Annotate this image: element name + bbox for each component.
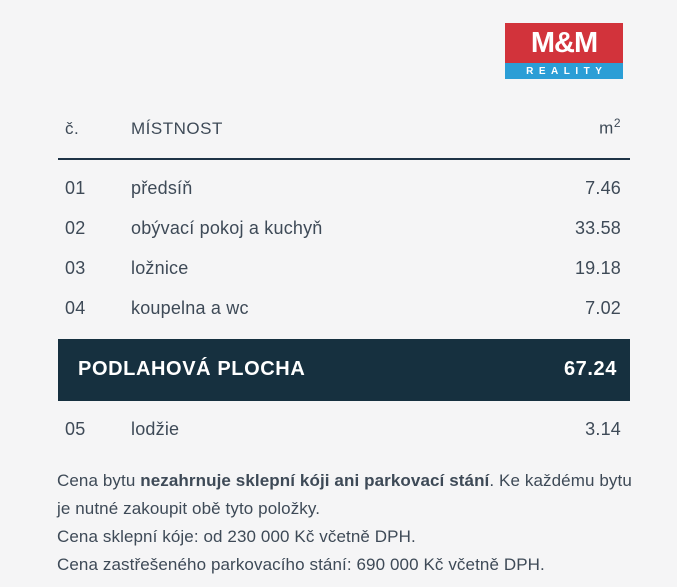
floor-area-summary-band (58, 339, 630, 401)
table-row (58, 209, 630, 249)
note-bold-exclusion: nezahrnuje sklepní kóji ani parkovací stání (140, 471, 490, 490)
row-area-value: 7.02 (585, 298, 621, 319)
header-number: č. (65, 118, 80, 138)
header-area-unit-sup: 2 (613, 116, 621, 130)
row-room-name: ložnice (131, 258, 189, 279)
row-area-value: 19.18 (574, 258, 621, 279)
note-parking-price: Cena zastřešeného parkovacího stání: 690 000 Kč včetně DPH. (57, 555, 545, 574)
note-suffix: . Ke každému bytu je nutné zakoupit obě tyto položky. (57, 471, 632, 518)
table-row (58, 289, 630, 329)
table-body-after-summary (58, 410, 630, 450)
header-area-unit (599, 113, 621, 139)
row-area-value: 3.14 (585, 419, 621, 440)
row-number: 01 (65, 178, 86, 199)
table-header-row (58, 113, 630, 160)
row-number: 03 (65, 258, 86, 279)
logo-reality-banner: REALITY (505, 63, 623, 79)
row-room-name: předsíň (131, 178, 193, 199)
summary-label: PODLAHOVÁ PLOCHA (78, 358, 306, 381)
price-notes (57, 467, 632, 579)
table-row (58, 169, 630, 209)
row-room-name: koupelna a wc (131, 298, 249, 319)
mm-reality-logo (505, 23, 623, 79)
row-number: 04 (65, 298, 86, 319)
note-prefix: Cena bytu (57, 471, 141, 490)
room-area-table (58, 113, 630, 450)
row-area-value: 33.58 (574, 218, 621, 239)
summary-value: 67.24 (563, 358, 617, 381)
table-body (58, 169, 630, 329)
row-room-name: obývací pokoj a kuchyň (131, 218, 323, 239)
header-room: MÍSTNOST (131, 118, 223, 138)
row-area-value: 7.46 (585, 178, 621, 199)
header-area-unit-base: m (599, 118, 614, 138)
note-apartment-price (57, 467, 632, 523)
row-number: 05 (65, 419, 86, 440)
row-room-name: lodžie (131, 419, 180, 440)
note-cellar-price: Cena sklepní kóje: od 230 000 Kč včetně DPH. (57, 527, 416, 546)
table-row (58, 410, 630, 450)
logo-mm-mark: M&M (505, 23, 623, 63)
table-row (58, 249, 630, 289)
row-number: 02 (65, 218, 86, 239)
